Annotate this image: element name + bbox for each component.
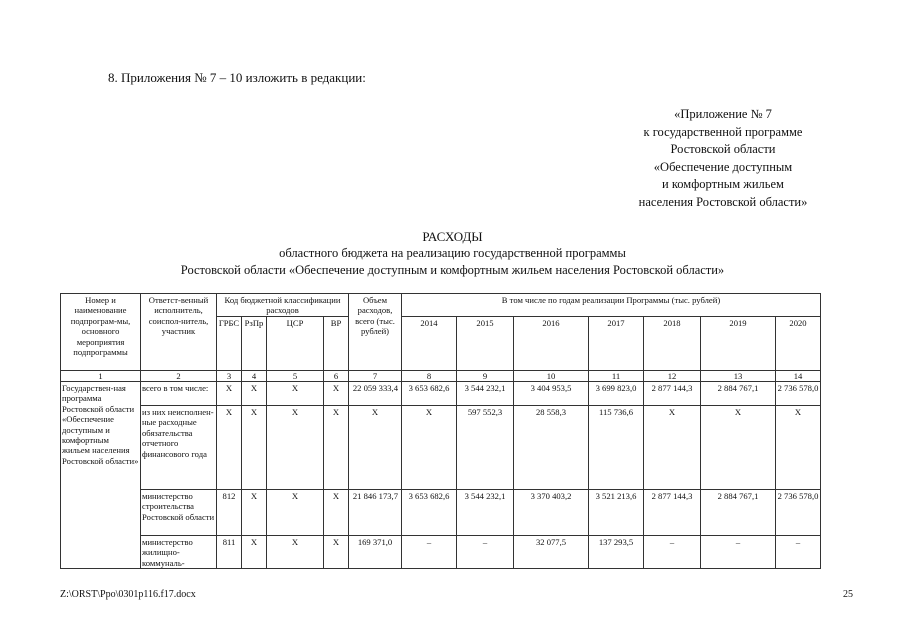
table-row: [61, 382, 821, 406]
total-cell: X: [349, 406, 402, 490]
column-number: 10: [514, 371, 589, 382]
executor-cell: из них неисполнен-ные расходные обязательства отчетного финансового года: [141, 406, 217, 490]
total-cell: 21 846 173,7: [349, 490, 402, 536]
appendix-line: Ростовской области: [670, 142, 776, 156]
column-number: 6: [324, 371, 349, 382]
csr-cell: X: [267, 406, 324, 490]
year-value-cell: 3 653 682,6: [402, 490, 457, 536]
grbs-cell: 811: [217, 536, 242, 569]
heading-subtitle-2: Ростовской области «Обеспечение доступным и комфортным жильем населения Ростовской области»: [180, 263, 725, 277]
year-value-cell: 3 653 682,6: [402, 382, 457, 406]
header-cell-year: 2018: [644, 317, 701, 371]
year-value-cell: 32 077,5: [514, 536, 589, 569]
appendix-line: «Обеспечение доступным: [653, 159, 793, 174]
year-value-cell: X: [644, 406, 701, 490]
intro-paragraph: 8. Приложения № 7 – 10 изложить в редакции:: [108, 70, 366, 85]
appendix-header: [593, 106, 853, 211]
csr-cell: X: [267, 382, 324, 406]
header-cell-year: 2019: [701, 317, 776, 371]
header-cell-rzpr: РзПр: [242, 317, 267, 371]
rzpr-cell: X: [242, 382, 267, 406]
column-number: 12: [644, 371, 701, 382]
column-number: 4: [242, 371, 267, 382]
table-row: [61, 406, 821, 490]
year-value-cell: –: [644, 536, 701, 569]
heading-title: РАСХОДЫ: [422, 229, 483, 244]
year-value-cell: –: [457, 536, 514, 569]
year-value-cell: 2 877 144,3: [644, 490, 701, 536]
expenses-table: [60, 293, 821, 569]
year-value-cell: 2 884 767,1: [701, 382, 776, 406]
column-number: 1: [61, 371, 141, 382]
header-cell-year: 2014: [402, 317, 457, 371]
header-cell-year: 2015: [457, 317, 514, 371]
header-cell-year: 2020: [776, 317, 821, 371]
year-value-cell: 3 544 232,1: [457, 382, 514, 406]
year-value-cell: –: [776, 536, 821, 569]
column-number: 11: [589, 371, 644, 382]
year-value-cell: 2 736 578,0: [776, 382, 821, 406]
header-cell-year: 2017: [589, 317, 644, 371]
header-cell-years-group: В том числе по годам реализации Программы (тыс. рублей): [402, 294, 821, 317]
page-number: 25: [843, 589, 853, 600]
column-number: 8: [402, 371, 457, 382]
year-value-cell: 2 884 767,1: [701, 490, 776, 536]
footer-file-path: Z:\ORST\Ppo\0301p116.f17.docx: [60, 589, 196, 600]
column-number: 13: [701, 371, 776, 382]
year-value-cell: –: [701, 536, 776, 569]
year-value-cell: 3 370 403,2: [514, 490, 589, 536]
year-value-cell: 597 552,3: [457, 406, 514, 490]
year-value-cell: –: [402, 536, 457, 569]
header-cell-volume: Объем расходов, всего (тыс. рублей): [349, 294, 402, 371]
header-cell-csr: ЦСР: [267, 317, 324, 371]
header-row-1: [61, 294, 821, 317]
grbs-cell: X: [217, 406, 242, 490]
column-number: 9: [457, 371, 514, 382]
appendix-line: населения Ростовской области»: [638, 194, 808, 209]
year-value-cell: X: [776, 406, 821, 490]
appendix-line: «Приложение № 7: [674, 107, 772, 121]
year-value-cell: 115 736,6: [589, 406, 644, 490]
document-heading: [0, 228, 905, 279]
program-name-cell: Государствен-ная программа Ростовской области «Обеспечение доступным и комфортным жильем населения Ростовской области»: [61, 382, 141, 569]
column-number-row: [61, 371, 821, 382]
year-value-cell: X: [701, 406, 776, 490]
vr-cell: X: [324, 536, 349, 569]
year-value-cell: 2 877 144,3: [644, 382, 701, 406]
grbs-cell: X: [217, 382, 242, 406]
year-value-cell: 137 293,5: [589, 536, 644, 569]
executor-cell: министерство жилищно-коммуналь-: [141, 536, 217, 569]
total-cell: 22 059 333,4: [349, 382, 402, 406]
vr-cell: X: [324, 490, 349, 536]
column-number: 2: [141, 371, 217, 382]
header-cell-code-group: Код бюджетной классификации расходов: [217, 294, 349, 317]
grbs-cell: 812: [217, 490, 242, 536]
table-row: [61, 490, 821, 536]
column-number: 14: [776, 371, 821, 382]
expenses-table-wrapper: [60, 293, 821, 569]
column-number: 5: [267, 371, 324, 382]
column-number: 3: [217, 371, 242, 382]
rzpr-cell: X: [242, 536, 267, 569]
year-value-cell: 3 521 213,6: [589, 490, 644, 536]
appendix-line: к государственной программе: [643, 124, 803, 139]
vr-cell: X: [324, 382, 349, 406]
year-value-cell: X: [402, 406, 457, 490]
heading-subtitle: областного бюджета на реализацию государственной программы: [279, 246, 626, 260]
csr-cell: X: [267, 490, 324, 536]
year-value-cell: 3 699 823,0: [589, 382, 644, 406]
year-value-cell: 28 558,3: [514, 406, 589, 490]
table-row: [61, 536, 821, 569]
header-cell-name: Номер и наименование подпрограм-мы, основного мероприятия подпрограммы: [61, 294, 141, 371]
year-value-cell: 2 736 578,0: [776, 490, 821, 536]
total-cell: 169 371,0: [349, 536, 402, 569]
column-number: 7: [349, 371, 402, 382]
header-cell-year: 2016: [514, 317, 589, 371]
year-value-cell: 3 404 953,5: [514, 382, 589, 406]
header-cell-vr: ВР: [324, 317, 349, 371]
header-cell-grbs: ГРБС: [217, 317, 242, 371]
csr-cell: X: [267, 536, 324, 569]
appendix-line: и комфортным жильем: [662, 177, 784, 191]
executor-cell: министерство строительства Ростовской области: [141, 490, 217, 536]
header-cell-executor: Ответст-венный исполнитель, соиспол-нитель, участник: [141, 294, 217, 371]
rzpr-cell: X: [242, 490, 267, 536]
executor-cell: всего в том числе:: [141, 382, 217, 406]
vr-cell: X: [324, 406, 349, 490]
year-value-cell: 3 544 232,1: [457, 490, 514, 536]
rzpr-cell: X: [242, 406, 267, 490]
